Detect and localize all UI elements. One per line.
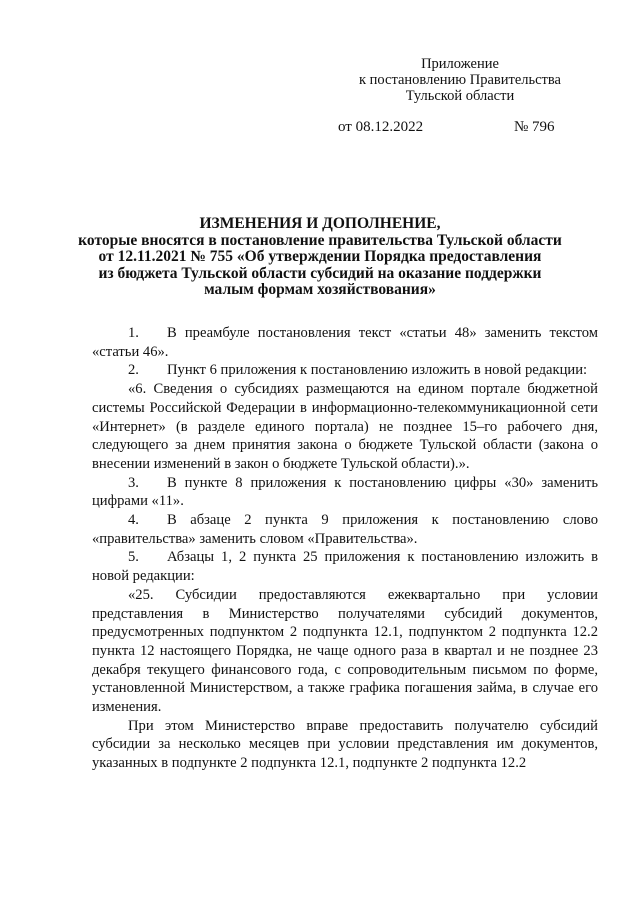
item-number: 5. [128,549,139,566]
document-number: № 796 [514,119,555,135]
item-5 [92,548,598,585]
title-line-2: которые вносятся в постановление правительства Тульской области [78,231,562,249]
item-text: В преамбуле постановления текст «статьи 48» заменить текстом «статьи 46». [92,325,598,360]
item-number: 2. [128,362,139,379]
continuation-paragraph: При этом Министерство вправе предоставить получателю субсидий субсидии за несколько месяцев при условии представления им документов, указанных в подпункте 2 подпункта 12.1, подпункте 2 подпункта 12.2 [92,717,598,772]
title-line-3: от 12.11.2021 № 755 «Об утверждении Порядка предоставления [98,248,542,265]
item-3 [92,474,598,511]
title-line-4: из бюджета Тульской области субсидий на оказание поддержки [98,264,542,282]
item-text: Пункт 6 приложения к постановлению изложить в новой редакции: [167,362,588,379]
appendix-header [340,56,580,104]
document-title [60,216,580,299]
title-line-1: ИЗМЕНЕНИЯ И ДОПОЛНЕНИЕ, [199,215,441,232]
item-text: В абзаце 2 пункта 9 приложения к постановлению слово «правительства» заменить словом «Правительства». [92,512,598,547]
appendix-line-2: к постановлению Правительства [359,72,561,88]
quote-paragraph-6: «6. Сведения о субсидиях размещаются на едином портале бюджетной системы Российской Федерации в информационно-телекоммуникационной сети «Интернет» (в разделе единого портала) не позднее 15–го рабочего дня, следующего за днем принятия закона о бюджете Тульской области (закона о внесении изменений в закон о бюджете Тульской области).». [92,381,598,472]
document-body [92,324,598,773]
appendix-line-3: Тульской области [405,88,515,104]
item-1 [92,324,598,361]
title-line-5: малым формам хозяйствования» [204,281,436,298]
document-date: от 08.12.2022 [338,119,424,135]
quote-paragraph-25: «25. Субсидии предоставляются ежеквартально при условии представления в Министерство получателями субсидий документов, предусмотренных подпунктом 2 подпункта 12.1, подпунктом 2 подпункта 12.2 пункта 12 настоящего Порядка, не чаще одного раза в квартал и не позднее 23 декабря текущего финансового года, с сопроводительным письмом по форме, установленной Министерством, а также графика погашения займа, в случае его изменения. [92,586,598,716]
item-text: Абзацы 1, 2 пункта 25 приложения к постановлению изложить в новой редакции: [92,549,598,585]
item-2 [92,361,598,380]
item-text: В пункте 8 приложения к постановлению цифры «30» заменить цифрами «11». [92,474,598,510]
document-dateline [0,119,640,137]
item-number: 1. [128,325,139,341]
appendix-line-1: Приложение [421,56,499,72]
item-number: 4. [128,512,139,529]
item-4 [92,511,598,548]
item-number: 3. [128,474,139,491]
